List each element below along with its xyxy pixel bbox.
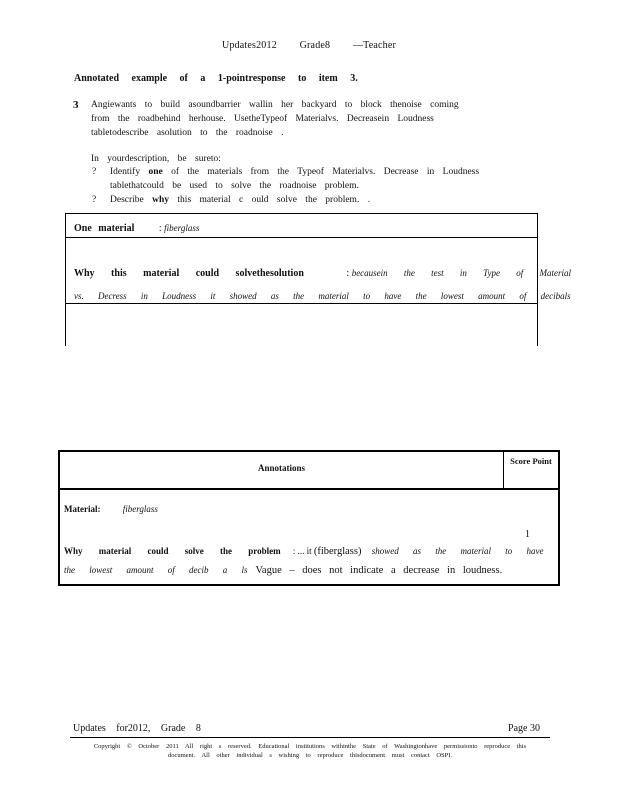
copyright-line-1: Copyright © October 2011 All right s reserved. Educational institutions withinthe State of Washingtonhave permissionto reproduce this bbox=[93, 743, 527, 750]
annotations-header: Annotations bbox=[257, 463, 305, 473]
annotations-table bbox=[58, 450, 560, 586]
bullet-1-post: of the materials from the Typeof Materialvs. Decrease in Loudness bbox=[171, 167, 480, 177]
annotation-why-italic-1: showed as the material to have bbox=[371, 546, 544, 556]
footer-title: Updates for2012, Grade 8 bbox=[73, 723, 201, 734]
score-column-divider bbox=[503, 452, 504, 488]
bullet-text-1 bbox=[110, 167, 479, 177]
annotation-material-label: Material: bbox=[64, 504, 101, 514]
page-header bbox=[0, 40, 618, 51]
annotation-why-label: Why material could solve the problem bbox=[64, 546, 281, 556]
student-response-box bbox=[65, 213, 571, 346]
annotation-why-italic-2: the lowest amount of decib a ls bbox=[64, 565, 248, 575]
annotation-why-row-2 bbox=[64, 560, 502, 578]
annotations-header-divider bbox=[60, 488, 558, 490]
question-line-2: from the roadbehind herhouse. UsetheTypeof Materialvs. Decreasein Loudness bbox=[91, 114, 434, 124]
question-number: 3 bbox=[73, 99, 79, 111]
material-colon: : bbox=[158, 223, 162, 234]
bullet-2-post: this material c ould solve the problem. . bbox=[177, 195, 371, 205]
material-label: One material bbox=[74, 223, 135, 234]
copyright-line-2: document. All other individual s wishing to reproduce thisdocument must contact OSPI. bbox=[167, 752, 453, 759]
question-line-1: Angiewants to build asoundbarrier wallin her backyard to block thenoise coming bbox=[91, 100, 459, 110]
bullet-1-pre: Identify bbox=[110, 167, 141, 177]
bullet-text-1-continued: tablethatcould be used to solve the roadnoise problem. bbox=[110, 181, 359, 191]
annotated-example-title: Annotated example of a 1-pointresponse to item 3. bbox=[74, 73, 358, 84]
bullet-2-bold: why bbox=[152, 195, 170, 205]
annotation-why-row bbox=[64, 546, 543, 557]
why-row bbox=[74, 268, 571, 279]
question-line-3: tabletodescribe asolution to the roadnoise . bbox=[91, 128, 284, 138]
score-point-header: Score Point bbox=[510, 456, 552, 466]
bullet-2-pre: Describe bbox=[110, 195, 144, 205]
bullet-marker-2: ? bbox=[92, 195, 97, 205]
bullet-1-bold: one bbox=[148, 167, 163, 177]
why-value-line-2: vs. Decress in Loudness it showed as the material to have the lowest amount of decibals bbox=[74, 291, 571, 301]
footer-rule bbox=[70, 737, 550, 738]
bullet-marker-1: ? bbox=[92, 167, 97, 177]
header-title: Updates2012 bbox=[221, 40, 277, 51]
annotation-material-value: fiberglass bbox=[122, 504, 158, 514]
response-divider-2 bbox=[66, 303, 537, 304]
question-instruction: In yourdescription, be sureto: bbox=[91, 154, 221, 164]
page-number: Page 30 bbox=[508, 723, 540, 734]
why-colon: : bbox=[346, 268, 350, 279]
material-value: fiberglass bbox=[164, 223, 200, 233]
header-grade: Grade8 bbox=[299, 40, 331, 51]
header-audience: —Teacher bbox=[352, 40, 397, 51]
annotation-why-colon: : ... it bbox=[292, 546, 312, 556]
response-divider-1 bbox=[66, 237, 537, 238]
annotation-comment: Vague – does not indicate a decrease in loudness. bbox=[255, 565, 503, 576]
why-label: Why this material could solvethesolution bbox=[74, 268, 304, 279]
annotation-material-row bbox=[64, 504, 158, 514]
bullet-text-2 bbox=[110, 195, 370, 205]
annotation-why-paren: (fiberglass) bbox=[313, 546, 362, 557]
material-row bbox=[74, 223, 199, 234]
why-value-line-1: becausein the test in Type of Material bbox=[351, 268, 571, 278]
score-value: 1 bbox=[525, 529, 530, 540]
